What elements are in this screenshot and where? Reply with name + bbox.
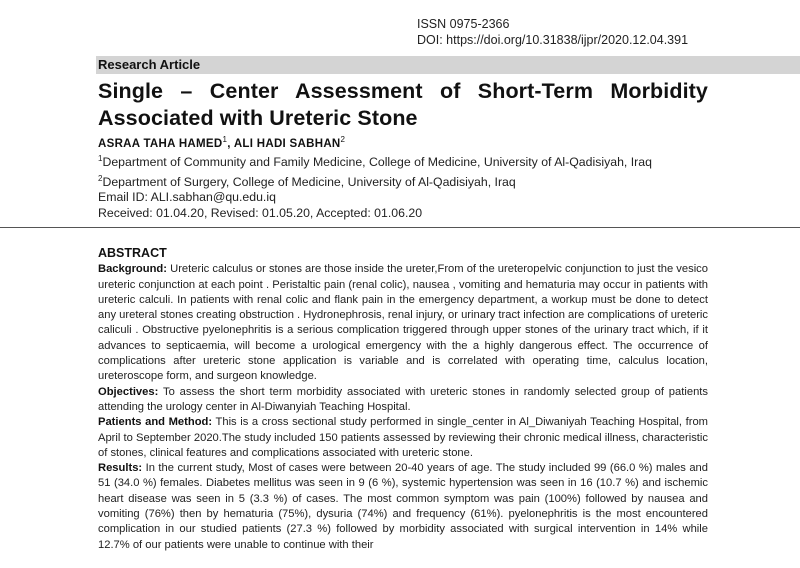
abstract-results (98, 461, 708, 553)
affiliation-sup: 2 (98, 173, 103, 183)
abstract-objectives (98, 385, 708, 416)
article-title: Single – Center Assessment of Short-Term Morbidity Associated with Ureteric Stone (98, 79, 708, 130)
section-text: Ureteric calculus or stones are those inside the ureter,From of the ureteropelvic conjunction to just the vesico ureteric conjunction at each point . Peristaltic pain (renal colic), nausea , vomiting and hematuria may occur in patients with ureteric calculi. In patients with renal colic and flank pain in the emergency department, a workup must be done to detect any ureteral stones creating obstruction . Hydronephrosis, renal injury, or urinary tract infection are complications of ureteric caliculi . Obstructive pyelonephritis is a serious complication triggered through upper stones of the urinary tract which, if it advances to septicaemia, will become a urological emergency with the a highly dangerous effect. The occurrence of complications after ureteric stone application is variable and is correlated with operating time, calculus location, ureteroscope form, and surgeon knowledge. (98, 263, 708, 383)
section-divider (0, 227, 800, 228)
article-type: Research Article (98, 57, 201, 72)
affiliations (98, 151, 652, 221)
section-text: To assess the short term morbidity associated with ureteric stones in randomly selected group of patients attending the urology center in Al-Diwanyiah Teaching Hospital. (98, 385, 708, 413)
affiliation (98, 171, 652, 191)
section-label: Background: (98, 263, 167, 276)
section-label: Patients and Method: (98, 416, 213, 429)
affiliation-text: Department of Community and Family Medicine, College of Medicine, University of Al-Qadisiyah, Iraq (102, 155, 652, 170)
article-dates: Received: 01.04.20, Revised: 01.05.20, Accepted: 01.06.20 (98, 205, 423, 220)
issn: ISSN 0975-2366 (417, 17, 510, 31)
section-text: This is a cross sectional study performed in single_center in Al_Diwaniyah Teaching Hospital, from April to September 2020.The study included 150 patients assessed by reviewing their chronic medical illness, characteristic of stones, clinical features and complications associated with ureteric stone. (98, 416, 708, 459)
author-name: ALI HADI SABHAN (233, 137, 341, 150)
doi: DOI: https://doi.org/10.31838/ijpr/2020.12.04.391 (417, 33, 689, 47)
author-sup: 2 (340, 135, 346, 144)
section-label: Results: (98, 462, 143, 475)
section-text: In the current study, Most of cases were between 20-40 years of age. The study included 99 (66.0 %) males and 51 (34.0 %) females. Diabetes mellitus was seen in 9 (6 %), systemic hypertension was seen in 16 (10.7 %) and ischemic heart disease was seen in 5 (3.3 %) of cases. The most common symptom was pain (100%) followed by nausea and vomiting (76%) then by hematuria (75%), dysuria (74%) and frequency (61%). pyelonephritis is the most encountered complication in our studied patients (27.3 %) followed by morbidity associated with surgical intervention in 14% while 12.7% of our patients were unable to continue with their (98, 462, 708, 551)
affiliation-sup: 1 (98, 154, 103, 163)
email: Email ID: ALI.sabhan@qu.edu.iq (98, 190, 276, 205)
affiliation-text: Department of Surgery, College of Medicine, University of Al-Qadisiyah, Iraq (102, 174, 516, 189)
abstract (98, 246, 708, 553)
abstract-heading: ABSTRACT (98, 246, 167, 260)
author-sup: 1 (222, 135, 228, 144)
affiliation (98, 151, 652, 171)
abstract-background (98, 262, 708, 384)
section-label: Objectives: (98, 385, 159, 398)
abstract-methods (98, 415, 708, 461)
authors (98, 135, 345, 150)
author-separator: , (227, 137, 234, 150)
journal-info (417, 16, 688, 48)
article-type-bar (96, 56, 800, 74)
author-name: ASRAA TAHA HAMED (98, 137, 223, 150)
